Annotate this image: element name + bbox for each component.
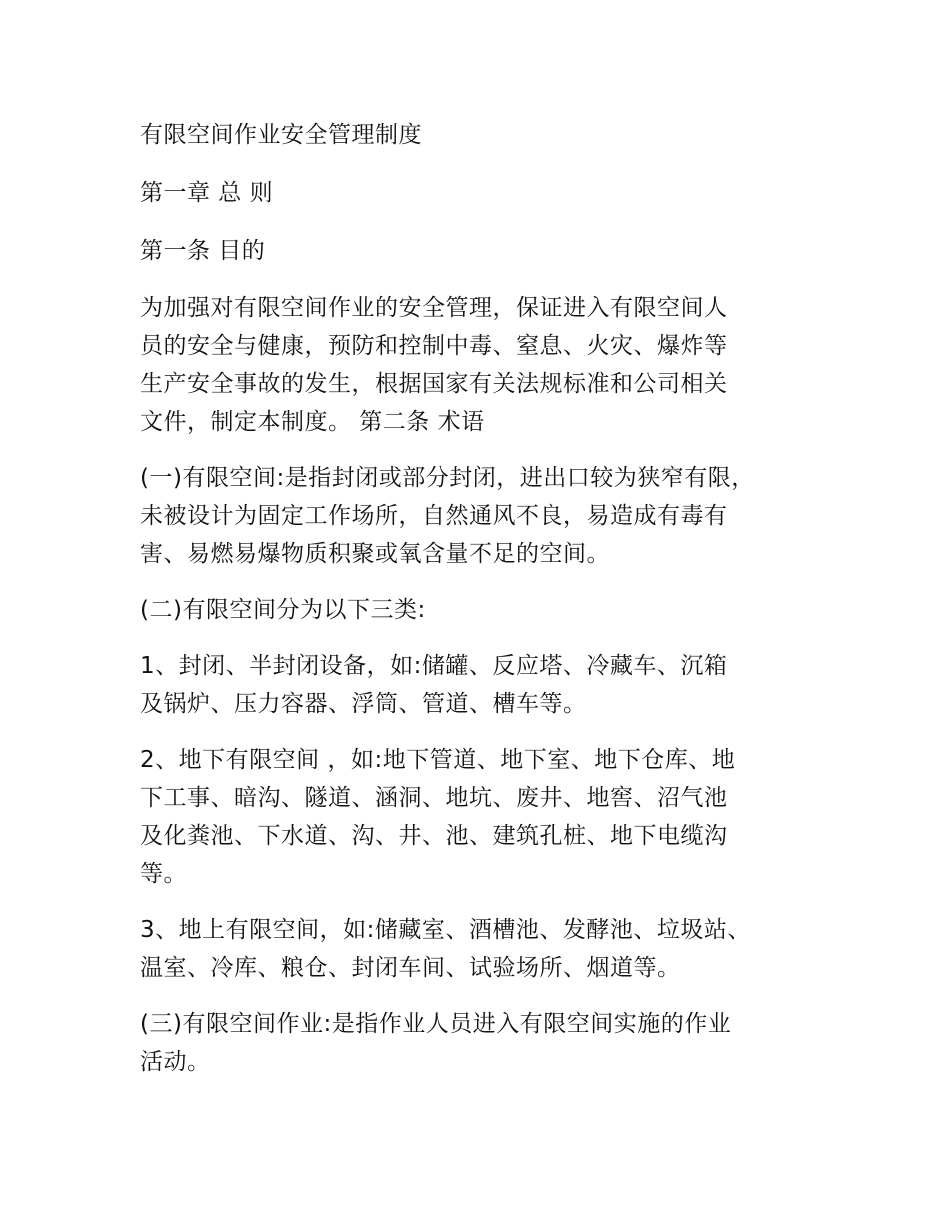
definition-confined-space [140,459,830,573]
paragraph-line: 文件，制定本制度。 第二条 术语 [140,409,485,435]
paragraph-line: 害、易燃易爆物质积聚或氧含量不足的空间。 [140,541,610,567]
paragraph-line: 2、地下有限空间 ，如:地下管道、地下室、地下仓库、地 [140,747,736,773]
paragraph-line: 温室、冷库、粮仓、封闭车间、试验场所、烟道等。 [140,955,681,981]
category-2 [140,741,830,893]
category-1 [140,647,830,723]
paragraph-line: 及化粪池、下水道、沟、井、池、建筑孔桩、地下电缆沟 [140,823,728,849]
paragraph-line: 为加强对有限空间作业的安全管理，保证进入有限空间人 [140,295,728,321]
purpose-paragraph [140,289,830,441]
chapter-heading: 第一章 总 则 [140,180,274,206]
paragraph-line: (三)有限空间作业:是指作业人员进入有限空间实施的作业 [140,1011,732,1037]
paragraph-line: 下工事、暗沟、隧道、涵洞、地坑、废井、地窖、沼气池 [140,785,728,811]
definition-confined-space-work [140,1005,830,1081]
paragraph-line: 未被设计为固定工作场所，自然通风不良，易造成有毒有 [140,503,728,529]
category-3 [140,911,830,987]
paragraph-line: 1、封闭、半封闭设备，如:储罐、反应塔、冷藏车、沉箱 [140,653,728,679]
document-body [140,115,830,1099]
paragraph-line: (二)有限空间分为以下三类: [140,597,426,623]
paragraph-line: 活动。 [140,1049,211,1075]
paragraph-line: 等。 [140,861,187,887]
article-heading: 第一条 目的 [140,238,266,264]
paragraph-line: 3、地上有限空间，如:储藏室、酒槽池、发酵池、垃圾站、 [140,917,751,943]
paragraph-line: 生产安全事故的发生，根据国家有关法规标准和公司相关 [140,371,728,397]
paragraph-line: (一)有限空间:是指封闭或部分封闭，进出口较为狭窄有限， [140,465,755,491]
paragraph-line: 员的安全与健康，预防和控制中毒、窒息、火灾、爆炸等 [140,333,728,359]
document-title: 有限空间作业安全管理制度 [140,122,422,148]
definition-categories [140,591,830,629]
paragraph-line: 及锅炉、压力容器、浮筒、管道、槽车等。 [140,691,587,717]
